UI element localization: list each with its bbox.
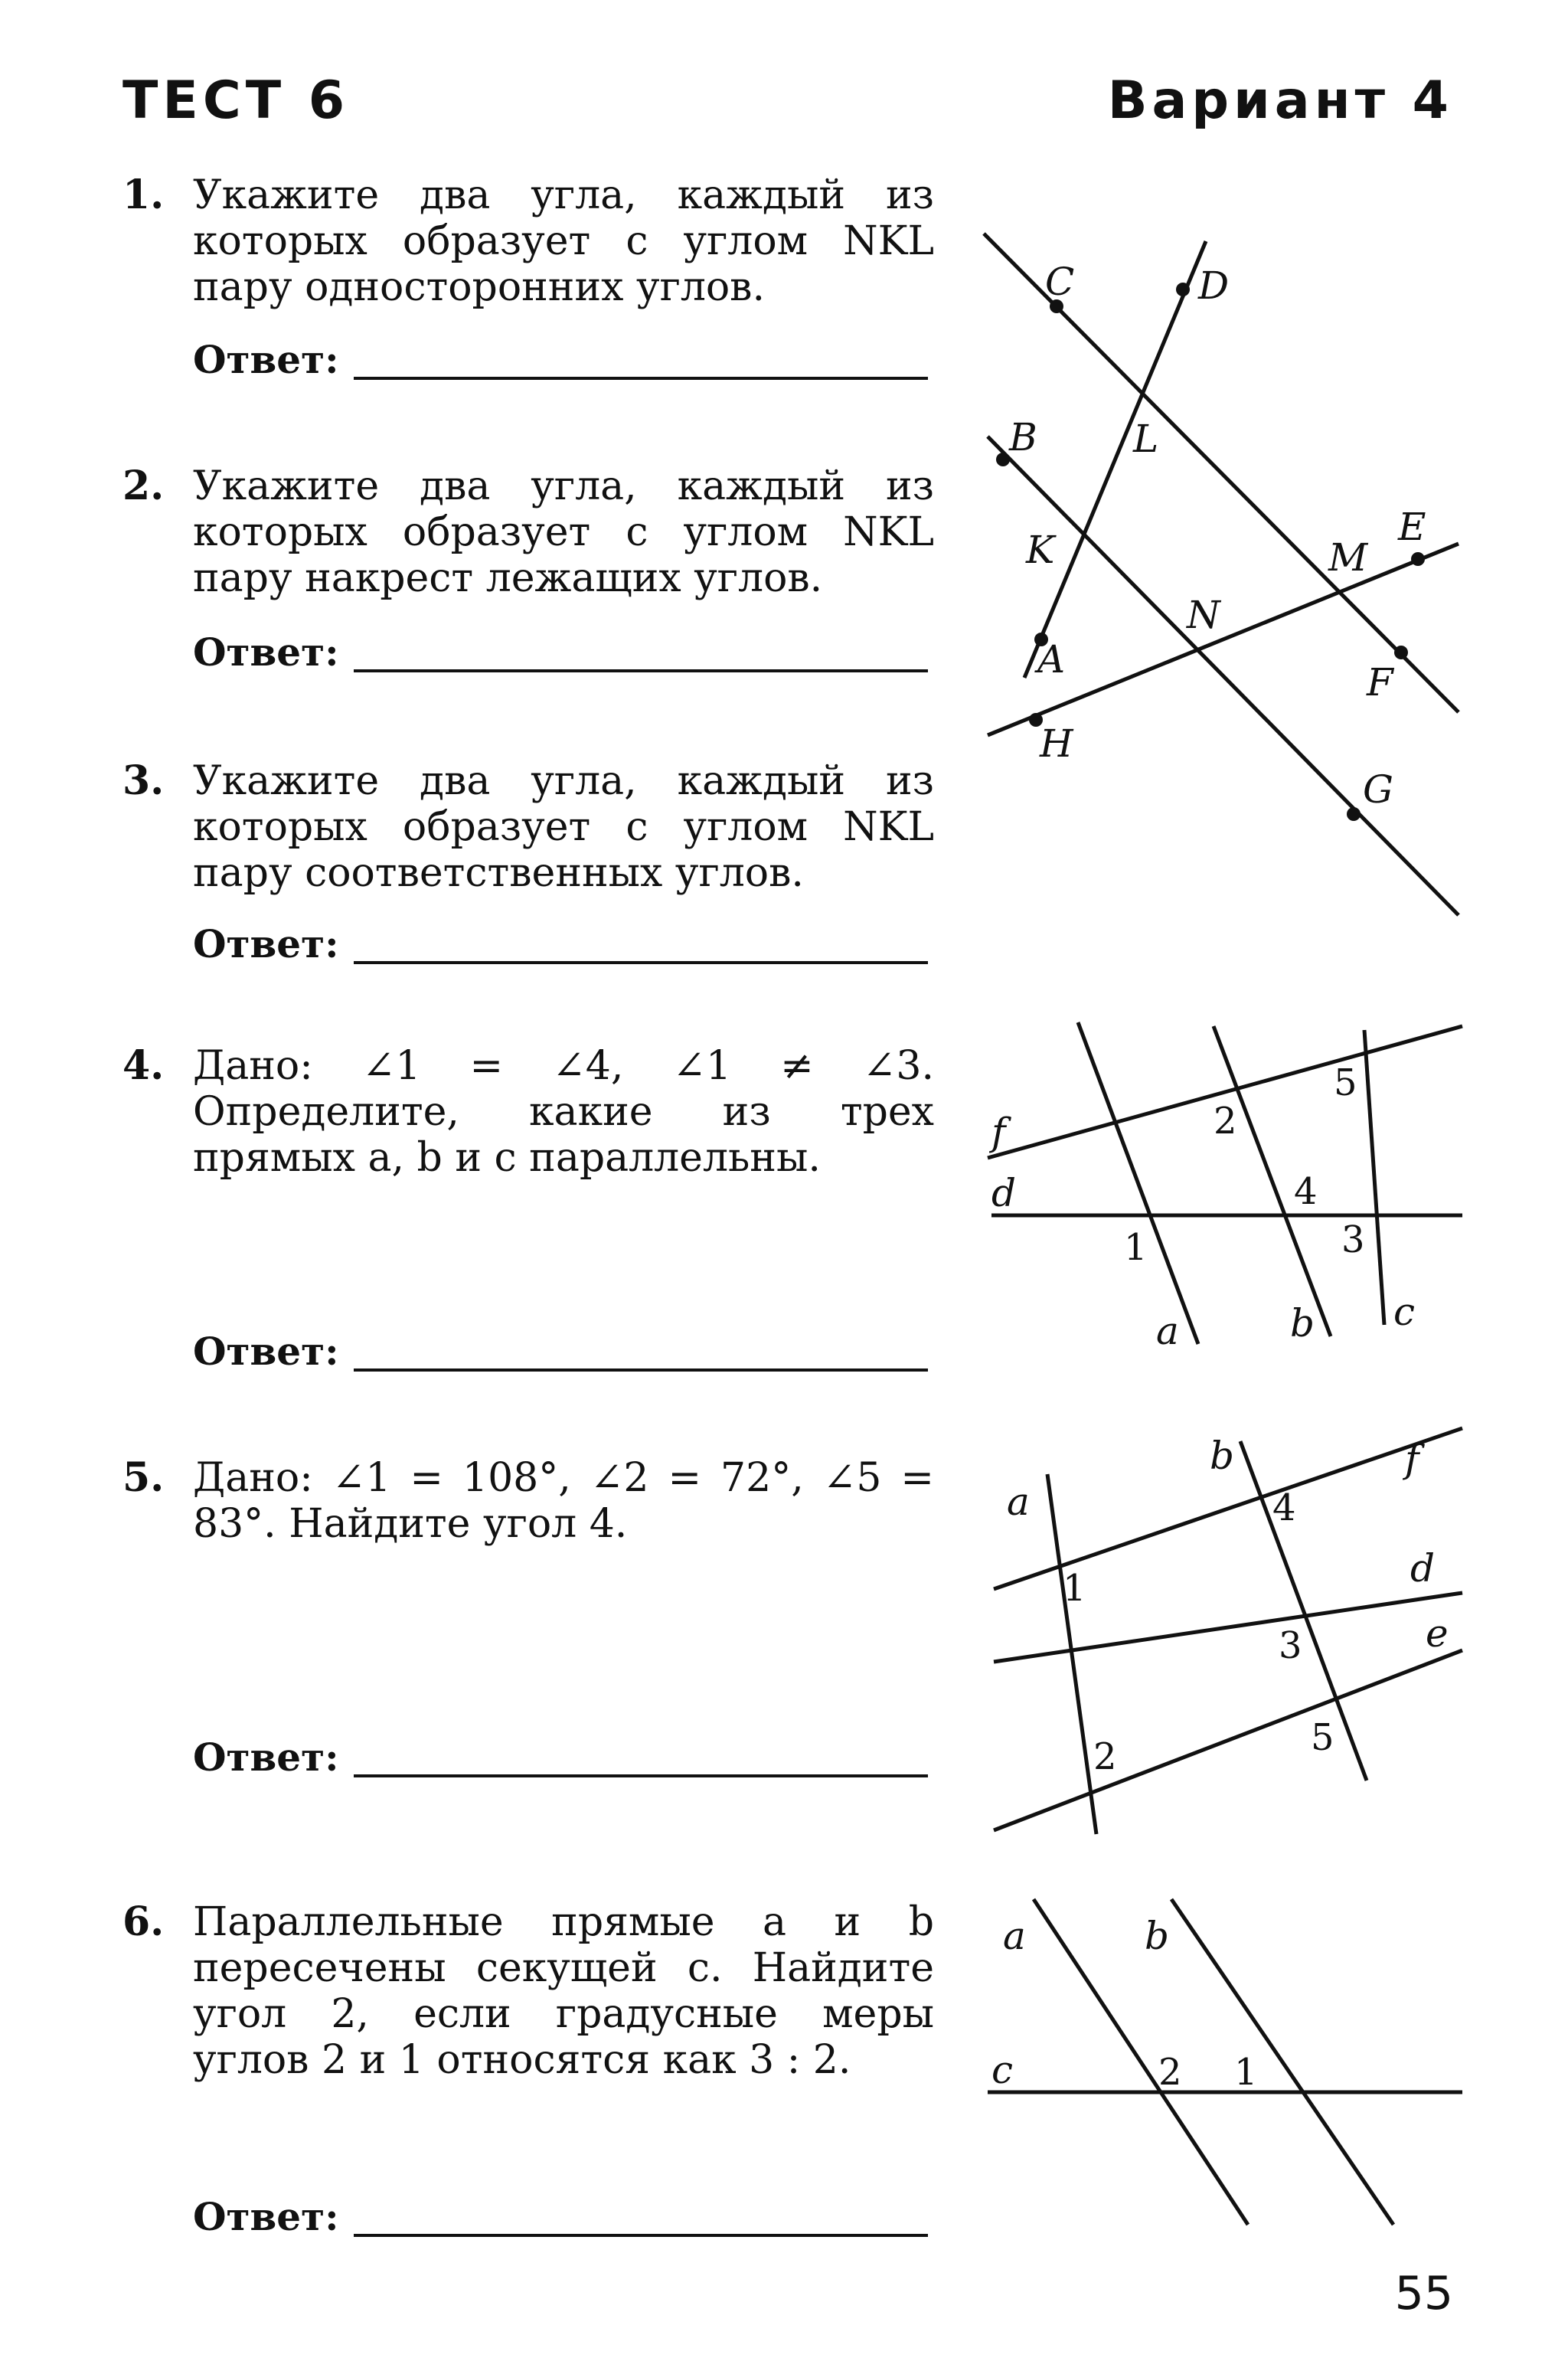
label-g: G xyxy=(1363,767,1393,812)
task-text: Параллельные прямые a и b пересечены секущей c. Найдите угол 2, если градусные меры углов 2 и 1 относятся как 3 : 2. xyxy=(193,1899,934,2083)
angle-label-5: 5 xyxy=(1311,1716,1334,1759)
answer-label: Ответ: xyxy=(193,2194,339,2239)
angle-label-1: 1 xyxy=(1063,1567,1086,1610)
angle-label-1: 1 xyxy=(1124,1226,1148,1269)
label-n: N xyxy=(1187,593,1220,637)
angle-label-5: 5 xyxy=(1334,1061,1357,1104)
angle-label-4: 4 xyxy=(1272,1486,1296,1529)
label-b: B xyxy=(1009,415,1037,459)
task-text: Укажите два угла, каждый из которых образует с углом NKL пару соответственных углов. xyxy=(193,758,934,896)
page-number: 55 xyxy=(1394,2267,1453,2320)
line-a xyxy=(1034,1899,1248,2225)
angle-label-3: 3 xyxy=(1341,1218,1365,1261)
task-number: 2. xyxy=(122,463,165,509)
task-number: 6. xyxy=(122,1898,165,1945)
task-number: 1. xyxy=(122,172,165,218)
label-b: b xyxy=(1210,1434,1235,1478)
label-e: E xyxy=(1398,505,1426,549)
label-a: a xyxy=(1007,1480,1030,1524)
label-c: c xyxy=(1393,1290,1416,1334)
angle-label-2: 2 xyxy=(1158,2051,1182,2094)
label-m: M xyxy=(1328,535,1368,580)
label-f: F xyxy=(1367,660,1393,705)
label-l: L xyxy=(1133,417,1159,461)
task-number: 5. xyxy=(122,1454,165,1501)
label-d: d xyxy=(991,1171,1017,1215)
label-k: K xyxy=(1026,528,1055,572)
task-text: Укажите два угла, каждый из которых образует с углом NKL пару накрест лежащих углов. xyxy=(193,463,934,601)
label-f: f xyxy=(1405,1437,1419,1481)
line-b xyxy=(1171,1899,1393,2225)
label-f: f xyxy=(991,1110,1006,1154)
label-d: D xyxy=(1198,263,1230,308)
test-title: ТЕСТ 6 xyxy=(122,70,350,131)
label-a: a xyxy=(1003,1914,1026,1958)
answer-label: Ответ: xyxy=(193,921,339,966)
label-a: a xyxy=(1156,1309,1179,1353)
task-number: 4. xyxy=(122,1042,165,1089)
variant-title: Вариант 4 xyxy=(1107,70,1453,131)
label-b: b xyxy=(1145,1914,1170,1958)
label-b: b xyxy=(1290,1301,1315,1346)
task-number: 3. xyxy=(122,757,165,804)
label-e: e xyxy=(1426,1611,1449,1656)
label-a: A xyxy=(1037,637,1066,682)
task-text: Дано: ∠1 = 108°, ∠2 = 72°, ∠5 = 83°. Найдите угол 4. xyxy=(193,1455,934,1547)
angle-label-2: 2 xyxy=(1214,1100,1237,1143)
answer-label: Ответ: xyxy=(193,1735,339,1780)
task-text: Укажите два угла, каждый из которых образует с углом NKL пару односторонних углов. xyxy=(193,172,934,310)
answer-label: Ответ: xyxy=(193,337,339,382)
label-d: d xyxy=(1410,1546,1436,1591)
answer-label: Ответ: xyxy=(193,629,339,675)
label-c: c xyxy=(991,2048,1014,2092)
angle-label-4: 4 xyxy=(1294,1170,1318,1213)
angle-label-2: 2 xyxy=(1093,1735,1117,1778)
label-c: C xyxy=(1045,260,1075,304)
angle-label-1: 1 xyxy=(1234,2051,1258,2094)
answer-label: Ответ: xyxy=(193,1329,339,1374)
task-text: Дано: ∠1 = ∠4, ∠1 ≠ ∠3. Определите, какие из трех прямых a, b и c параллельны. xyxy=(193,1043,934,1181)
angle-label-3: 3 xyxy=(1279,1624,1302,1667)
label-h: H xyxy=(1040,721,1073,766)
